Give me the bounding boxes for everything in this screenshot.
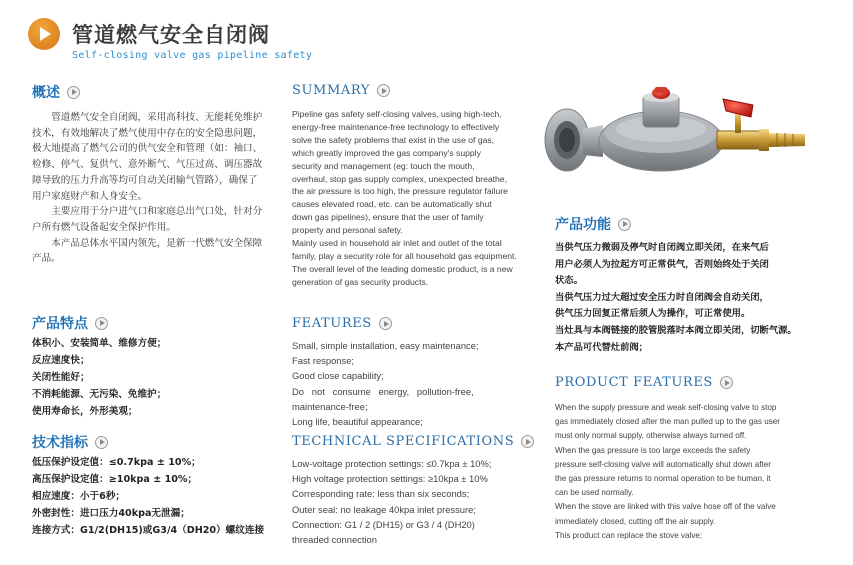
text-line: the gas pressure returns to normal operation to be human, it bbox=[555, 474, 771, 484]
text-line: the air pressure is too high, the pressure regulator failure bbox=[292, 186, 508, 197]
text-line: High voltage protection settings: ≥10kpa ± 10% bbox=[292, 473, 488, 485]
text-line: 供气压力回复正常后须人为操作，可正常使用。 bbox=[555, 308, 751, 320]
text-line: Long life, beautiful appearance; bbox=[292, 416, 423, 428]
text-line: Small, simple installation, easy maintenance; bbox=[292, 340, 479, 351]
list-item: 不消耗能源、无污染、免维护； bbox=[32, 388, 167, 400]
valve-product-image bbox=[543, 85, 808, 193]
text-line: pressure self-closing valve will automatically shut down after bbox=[555, 459, 771, 469]
list-item: 低压保护设定值：≤0.7kpa ± 10%； bbox=[32, 457, 201, 468]
play-logo-icon bbox=[28, 18, 60, 50]
text-line: Low-voltage protection settings: ≤0.7kpa ± 10%; bbox=[292, 458, 492, 469]
text-line: 用户必须人为拉起方可正常供气，否则始终处于关闭 bbox=[555, 258, 769, 270]
features-en-heading: FEATURES bbox=[292, 316, 392, 331]
text-line: property and personal safety. bbox=[292, 225, 403, 236]
list-item: 外密封性：进口压力40kpa无泄漏； bbox=[32, 507, 190, 519]
text-line: This product can replace the stove valve; bbox=[555, 530, 703, 540]
list-item: 关闭性能好； bbox=[32, 371, 90, 383]
text-line: generation of gas security products. bbox=[292, 276, 429, 287]
text-line: solve the safety problems that exist in the use of gas, bbox=[292, 134, 495, 145]
text-line: down gas pipelines), ensure that the user of family bbox=[292, 212, 484, 223]
list-item: 高压保护设定值：≥10kpa ± 10%； bbox=[32, 473, 198, 485]
text-line: Do not consume energy, pollution-free, bbox=[292, 385, 474, 397]
text-line: 当供气压力微弱及停气时自闭阀立即关闭，在来气后 bbox=[555, 242, 769, 253]
play-bullet-icon bbox=[95, 436, 108, 449]
text-line: family, play a security role for all household gas equipment. bbox=[292, 250, 517, 261]
play-bullet-icon bbox=[521, 435, 534, 448]
page-subtitle: Self-closing valve gas pipeline safety bbox=[72, 50, 313, 61]
list-item: 相应速度：小于6秒； bbox=[32, 490, 126, 502]
features-en-body bbox=[292, 338, 524, 429]
function-cn-heading: 产品功能 bbox=[555, 214, 631, 234]
overview-paragraph: 主要应用于分户进气口和家庭总出气口处，针对分户所有燃气设备起安全保护作用。 bbox=[32, 206, 263, 233]
text-line: Good close capability; bbox=[292, 370, 384, 382]
text-line: Fast response; bbox=[292, 355, 355, 367]
text-line: 状态。 bbox=[555, 275, 583, 287]
text-line: causes elevated road, etc. can be automatically shut bbox=[292, 199, 492, 210]
text-line: When the gas pressure is too large exceeds the safety bbox=[555, 445, 751, 455]
features-cn-list bbox=[32, 336, 266, 421]
text-line: Mainly used in household air inlet and outlet of the total bbox=[292, 238, 502, 249]
page-header bbox=[28, 18, 628, 68]
features-cn-heading: 产品特点 bbox=[32, 313, 108, 333]
list-item: 使用寿命长，外形美观； bbox=[32, 405, 138, 417]
play-bullet-icon bbox=[618, 218, 631, 231]
text-line: Connection: G1 / 2 (DH15) or G3 / 4 (DH20) bbox=[292, 518, 475, 530]
overview-paragraph: 管道燃气安全自闭阀，采用高科技、无能耗免维护技术，有效地解决了燃气使用中存在的安全隐患问题，极大地提高了燃气公司的供气安全和管理（如：袖口、检修、停气、复供气、意外断气、气压过高、调压器故障导致的压力升高等均可自动关闭输气管路），确保了用户家庭财产和人身安全。 bbox=[32, 112, 263, 202]
play-bullet-icon bbox=[95, 317, 108, 330]
page-title: 管道燃气安全自闭阀 bbox=[72, 23, 270, 47]
text-line: Pipeline gas safety self-closing valves, using high-tech, bbox=[292, 109, 502, 119]
play-bullet-icon bbox=[67, 86, 80, 99]
text-line: gas immediately closed after the man pulled up to the gas user bbox=[555, 417, 780, 427]
text-line: 本产品可代替灶前阀； bbox=[555, 341, 648, 353]
text-line: When the supply pressure and weak self-closing valve to stop bbox=[555, 403, 777, 412]
text-line: must only normal supply, otherwise always turned off. bbox=[555, 431, 747, 441]
list-item: 连接方式：G1/2(DH15)或G3/4（DH20）螺纹连接 bbox=[32, 524, 265, 536]
specs-cn-heading: 技术指标 bbox=[32, 432, 108, 452]
text-line: When the stove are linked with this valve hose off of the valve bbox=[555, 502, 776, 512]
overview-body bbox=[32, 110, 266, 267]
function-en-heading: PRODUCT FEATURES bbox=[555, 375, 733, 390]
text-line: overhaul, stop gas supply complex, unexpected breathe, bbox=[292, 173, 507, 184]
text-line: can be used normally. bbox=[555, 488, 634, 498]
list-item: 反应速度快； bbox=[32, 354, 90, 366]
text-line: security and management (eg: touch the mouth, bbox=[292, 160, 475, 171]
text-line: energy-free maintenance-free technology to effectively bbox=[292, 121, 500, 132]
text-line: threaded connection bbox=[292, 534, 377, 546]
play-bullet-icon bbox=[379, 317, 392, 330]
function-en-body bbox=[555, 401, 825, 543]
text-line: The overall level of the leading domestic product, is a new bbox=[292, 263, 513, 274]
text-line: 当供气压力过大超过安全压力时自闭阀会自动关闭， bbox=[555, 291, 769, 303]
text-line: 当灶具与本阀链接的胶管脱落时本阀立即关闭，切断气源。 bbox=[555, 324, 797, 336]
summary-body bbox=[292, 108, 524, 289]
overview-heading: 概述 bbox=[32, 82, 80, 102]
text-line: immediately closed, cutting off the air supply. bbox=[555, 516, 716, 526]
play-bullet-icon bbox=[720, 376, 733, 389]
text-line: Corresponding rate: less than six seconds; bbox=[292, 488, 470, 500]
function-cn-body bbox=[555, 240, 823, 356]
overview-paragraph: 本产品总体水平国内领先，是新一代燃气安全保障产品。 bbox=[32, 237, 263, 265]
specs-en-heading: TECHNICAL SPECIFICATIONS bbox=[292, 434, 534, 449]
text-line: which greatly improved the gas company's supply bbox=[292, 147, 481, 158]
text-line: maintenance-free; bbox=[292, 400, 368, 412]
summary-heading: SUMMARY bbox=[292, 83, 390, 98]
specs-en-body bbox=[292, 456, 524, 547]
text-line: Outer seal: no leakage 40kpa inlet pressure; bbox=[292, 503, 476, 515]
play-bullet-icon bbox=[377, 84, 390, 97]
list-item: 体积小、安装简单、维修方便； bbox=[32, 338, 167, 349]
specs-cn-list bbox=[32, 455, 282, 540]
